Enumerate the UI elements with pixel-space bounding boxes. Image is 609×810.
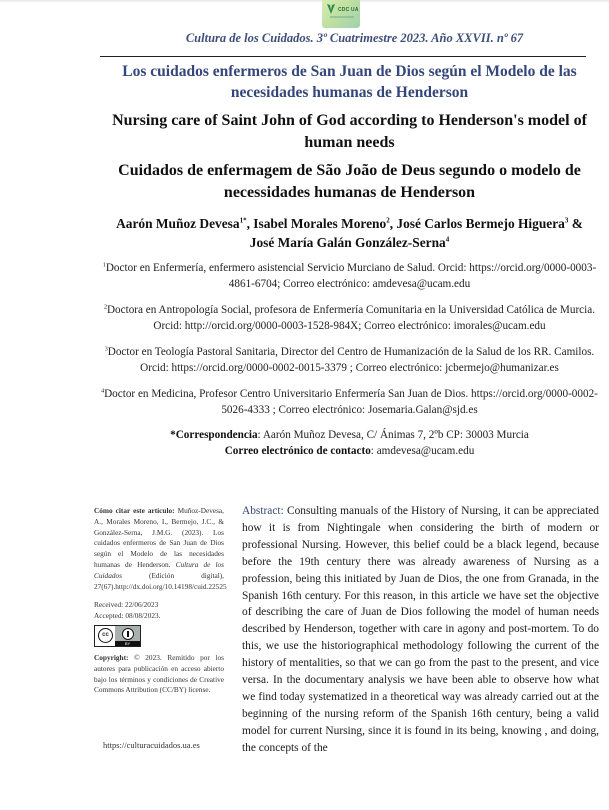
how-to-cite: [94, 506, 227, 592]
affiliation-3: [98, 345, 601, 376]
correspondence-text: : Aarón Muñoz Devesa, C/ Ánimas 7, 2ºb CP: 30003 Murcia: [257, 429, 529, 441]
cc-by-license-badge[interactable]: [94, 625, 141, 647]
author-list: [90, 214, 609, 252]
affiliation-text: Doctora en Antropología Social, profesora de Enfermería Comunitaria en la Universidad Católica de Murcia. Orcid: http://orcid.org/0000-0003-1528-984X; Correo electrónico: imorales@ucam.edu: [106, 304, 596, 332]
author-name: José María Galán González-Serna: [249, 235, 446, 250]
author-name: José Carlos Bermejo Higuera: [396, 216, 565, 231]
author-separator: ,: [389, 216, 397, 231]
running-head: Cultura de los Cuidados. 3º Cuatrimestre 2023. Año XXVII. nº 67: [185, 31, 524, 45]
cite-journal: Cultura de los Cuidados: [94, 559, 224, 580]
contact-email[interactable]: : amdevesa@ucam.edu: [370, 444, 475, 457]
author-name: Isabel Morales Moreno: [253, 216, 387, 231]
affiliation-1: [98, 261, 601, 292]
affiliation-sup: 1: [102, 262, 106, 269]
affiliation-4: [98, 387, 601, 418]
author-sup: 2: [386, 216, 390, 225]
accepted-date: Accepted: 08/08/2023.: [94, 611, 161, 621]
abstract-text: Consulting manuals of the History of Nursing, it can be appreciated how it is from Nightingale when considering the birth of modern or professional Nursing. However, this belief could be a black legend, because before the 19th century there was already awareness of Nursing as a profession, being this initiated by Juan de Dios, the one from Granada, in the Spanish 16th century. For this reason, in this article we have set the objective of describing the care of Juan de Dios following the model of human needs described by Henderson, together with care in agony and post-mortem. To do this, we use the historiographical methodology following the current of the history of mentalities, so that we can go from the past to the present, and vice versa. In the documentary analysis we have been able to observe how what we find today systematized in a theoretical way was already carried out at the beginning of the nursing reform of the Spanish 16th century, being a valid model for current Nursing, since it is found in its being, knowing , and doing, the concepts of the: [242, 505, 599, 754]
attribution-icon: [122, 628, 134, 640]
author-sup: 4: [445, 235, 450, 244]
affiliation-text: Doctor en Teología Pastoral Sanitaria, Director del Centro de Humanización de la Salud de los RR. Camilos. Orcid: https://orcid.org/0000-0002-0015-3379 ; Correo electrónico: jcbermejo@humanizar.es: [107, 346, 595, 374]
cc-icon: cc: [98, 628, 113, 643]
leaf-icon: [326, 3, 336, 16]
author-separator: &: [568, 216, 583, 231]
journal-logo: [322, 0, 360, 28]
author-name: Aarón Muñoz Devesa: [116, 216, 240, 231]
copyright-notice: [94, 653, 224, 696]
title-spanish: Los cuidados enfermeros de San Juan de Dios según el Modelo de las necesidades humanas de Henderson: [122, 63, 577, 101]
affiliation-sup: 3: [104, 346, 108, 353]
page-top-edge: [0, 0, 609, 3]
by-label: BY: [115, 641, 140, 646]
citation-sidebar: [94, 506, 227, 696]
affiliation-sup: 2: [103, 304, 107, 311]
author-separator: ,: [246, 216, 254, 231]
cite-doi[interactable]: (Edición digital), 27(67).http://dx.doi.org/10.14198/cuid.22525: [94, 570, 227, 591]
cite-text: Muñoz-Devesa, A., Morales Moreno, I., Bermejo, J.C., & González-Serna, J.M.G. (2023). Los cuidados enfermeros de San Juan de Dios según el Modelo de las necesidades humanas de Henderson.: [94, 506, 224, 569]
affiliation-text: Doctor en Medicina, Profesor Centro Universitario Enfermería San Juan de Dios. https://orcid.org/0000-0002-5026-4333 ; Correo electrónico: Josemaria.Galan@sjd.es: [104, 388, 598, 416]
copyright-label: Copyright:: [94, 652, 129, 662]
abstract-label: Abstract:: [242, 505, 284, 517]
header-rule: [100, 56, 586, 57]
affiliation-2: [98, 303, 601, 334]
received-date: Received: 22/06/2023: [94, 600, 159, 610]
correspondence: [98, 428, 601, 459]
cite-label: Cómo citar este artículo:: [94, 506, 175, 515]
footer-url[interactable]: https://culturacuidados.ua.es: [103, 740, 200, 750]
affiliation-text: Doctor en Enfermería, enfermero asistencial Servicio Murciano de Salud. Orcid: https://orcid.org/0000-0003-4861-6704; Correo electrónico: amdevesa@ucam.edu: [105, 262, 597, 290]
copyright-text: © 2023. Remitido por los autores para publicación en acceso abierto bajo los términos y condiciones de Creative Commons Attribution (CC/BY) license.: [94, 652, 224, 695]
abstract: [242, 503, 599, 757]
author-sup: 1*: [239, 216, 247, 225]
title-english: Nursing care of Saint John of God according to Henderson's model of human needs: [112, 112, 587, 151]
logo-text: CDC UA: [338, 7, 359, 13]
title-portuguese: Cuidados de enfermagem de São João de Deus segundo o modelo de necessidades humanas de Henderson: [118, 162, 581, 201]
affiliation-sup: 4: [101, 388, 105, 395]
contact-email-label: Correo electrónico de contacto: [224, 444, 371, 457]
author-sup: 3: [564, 216, 569, 225]
logo-underline: [330, 16, 354, 18]
correspondence-label: *Correspondencia: [170, 429, 258, 441]
